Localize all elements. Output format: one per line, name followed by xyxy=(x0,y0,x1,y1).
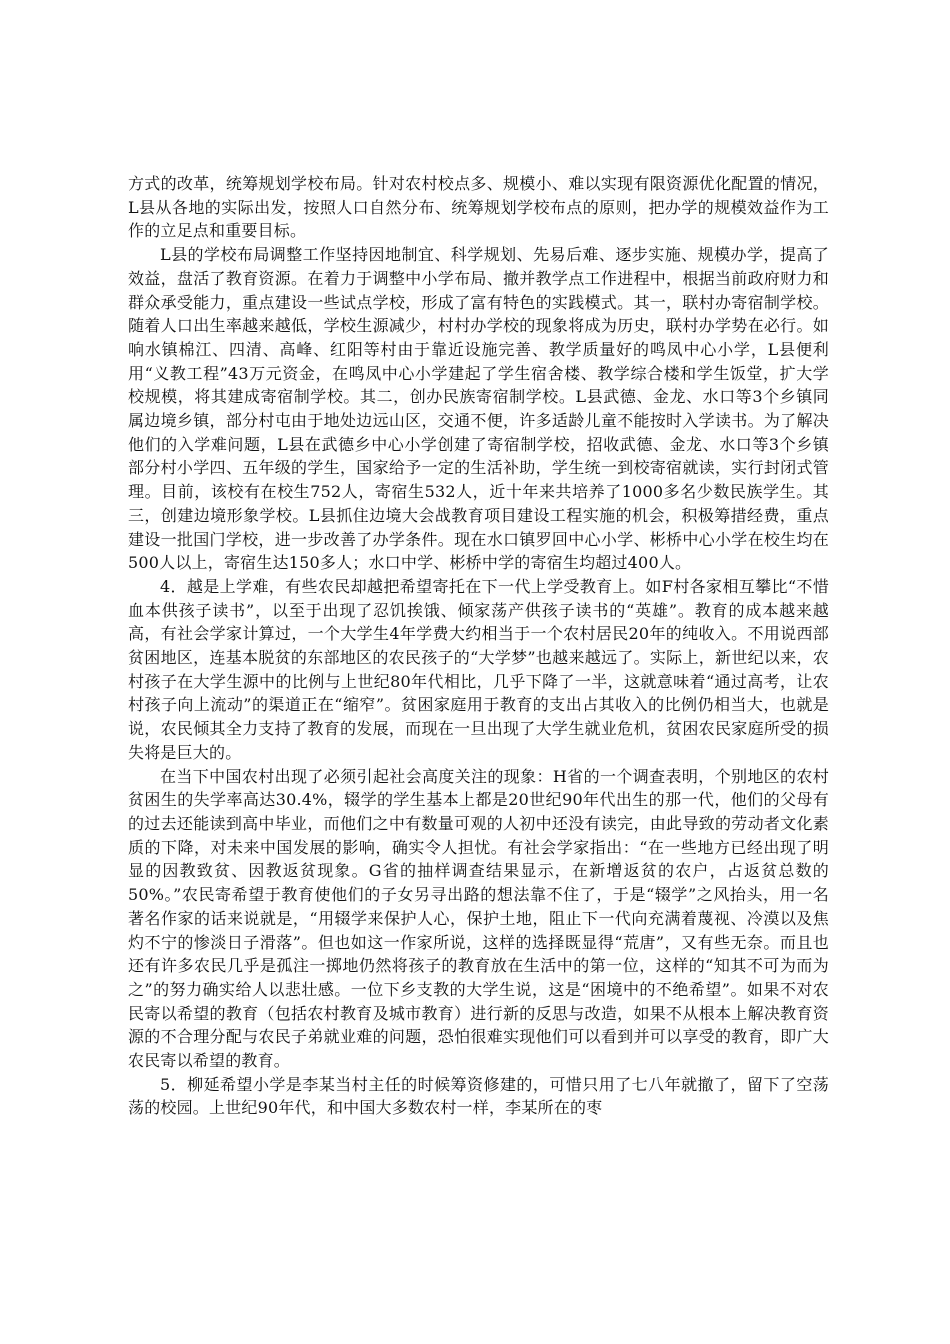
paragraph-1: 方式的改革，统筹规划学校布局。针对农村校点多、规模小、难以实现有限资源优化配置的情况，L县从各地的实际出发，按照人口自然分布、统筹规划学校布点的原则，把办学的规模效益作为工作的立足点和重要目标。 xyxy=(128,174,829,241)
paragraph-4: 在当下中国农村出现了必须引起社会高度关注的现象：H省的一个调查表明，个别地区的农村贫困生的失学率高达30.4%，辍学的学生基本上都是20世纪90年代出生的那一代，他们的父母有的过去还能读到高中毕业，而他们之中有数量可观的人初中还没有读完，由此导致的劳动者文化素质的下降，对未来中国发展的影响，确实令人担忧。有社会学家指出：“在一些地方已经出现了明显的因教致贫、因教返贫现象。G省的抽样调查结果显示，在新增返贫的农户，占返贫总数的50%。”农民寄希望于教育使他们的子女另寻出路的想法靠不住了，于是“辍学”之风抬头，用一名著名作家的话来说就是，“用辍学来保护人心，保护土地，阻止下一代向充满着蔑视、冷漠以及焦灼不宁的惨淡日子滑落”。但也如这一作家所说，这样的选择既显得“荒唐”，又有些无奈。而且也还有许多农民几乎是孤注一掷地仍然将孩子的教育放在生活中的第一位，这样的“知其不可为而为之”的努力确实给人以悲壮感。一位下乡支教的大学生说，这是“困境中的不绝希望”。如果不对农民寄以希望的教育（包括农村教育及城市教育）进行新的反思与改造，如果不从根本上解决教育资源的不合理分配与农民子弟就业难的问题，恐怕很难实现他们可以看到并可以享受的教育，即广大农民寄以希望的教育。 xyxy=(128,766,829,1071)
document-page xyxy=(128,172,829,1120)
paragraph-3: 4．越是上学难，有些农民却越把希望寄托在下一代上学受教育上。如F村各家相互攀比“不惜血本供孩子读书”，以至于出现了忍饥挨饿、倾家荡产供孩子读书的“英雄”。教育的成本越来越高，有社会学家计算过，一个大学生4年学费大约相当于一个农村居民20年的纯收入。不用说西部贫困地区，连基本脱贫的东部地区的农民孩子的“大学梦”也越来越远了。实际上，新世纪以来，农村孩子在大学生源中的比例与上世纪80年代相比，几乎下降了一半，这就意味着“通过高考，让农村孩子向上流动”的渠道正在“缩窄”。贫困家庭用于教育的支出占其收入的比例仍相当大，也就是说，农民倾其全力支持了教育的发展，而现在一旦出现了大学生就业危机，贫困农民家庭所受的损失将是巨大的。 xyxy=(128,576,829,762)
paragraph-5: 5．柳延希望小学是李某当村主任的时候筹资修建的，可惜只用了七八年就撤了，留下了空荡荡的校园。上世纪90年代，和中国大多数农村一样，李某所在的枣 xyxy=(128,1074,829,1118)
paragraph-2: L县的学校布局调整工作坚持因地制宜、科学规划、先易后难、逐步实施、规模办学，提高了效益，盘活了教育资源。在着力于调整中小学布局、撤并教学点工作进程中，根据当前政府财力和群众承受能力，重点建设一些试点学校，形成了富有特色的实践模式。其一，联村办寄宿制学校。随着人口出生率越来越低，学校生源减少，村村办学校的现象将成为历史，联村办学势在必行。如响水镇棉江、四清、高峰、红阳等村由于靠近设施完善、教学质量好的鸣凤中心小学，L县便利用“义教工程”43万元资金，在鸣凤中心小学建起了学生宿舍楼、教学综合楼和学生饭堂，扩大学校规模，将其建成寄宿制学校。其二，创办民族寄宿制学校。L县武德、金龙、水口等3个乡镇同属边境乡镇，部分村屯由于地处边远山区，交通不便，许多适龄儿童不能按时入学读书。为了解决他们的入学难问题，L县在武德乡中心小学创建了寄宿制学校，招收武德、金龙、水口等3个乡镇部分村小学四、五年级的学生，国家给予一定的生活补助，学生统一到校寄宿就读，实行封闭式管理。目前，该校有在校生752人，寄宿生532人，近十年来共培养了1000多名少数民族学生。其三，创建边境形象学校。L县抓住边境大会战教育项目建设工程实施的机会，积极筹措经费，重点建设一批国门学校，进一步改善了办学条件。现在水口镇罗回中心小学、彬桥中心小学在校生均在500人以上，寄宿生达150多人；水口中学、彬桥中学的寄宿生均超过400人。 xyxy=(128,245,829,573)
